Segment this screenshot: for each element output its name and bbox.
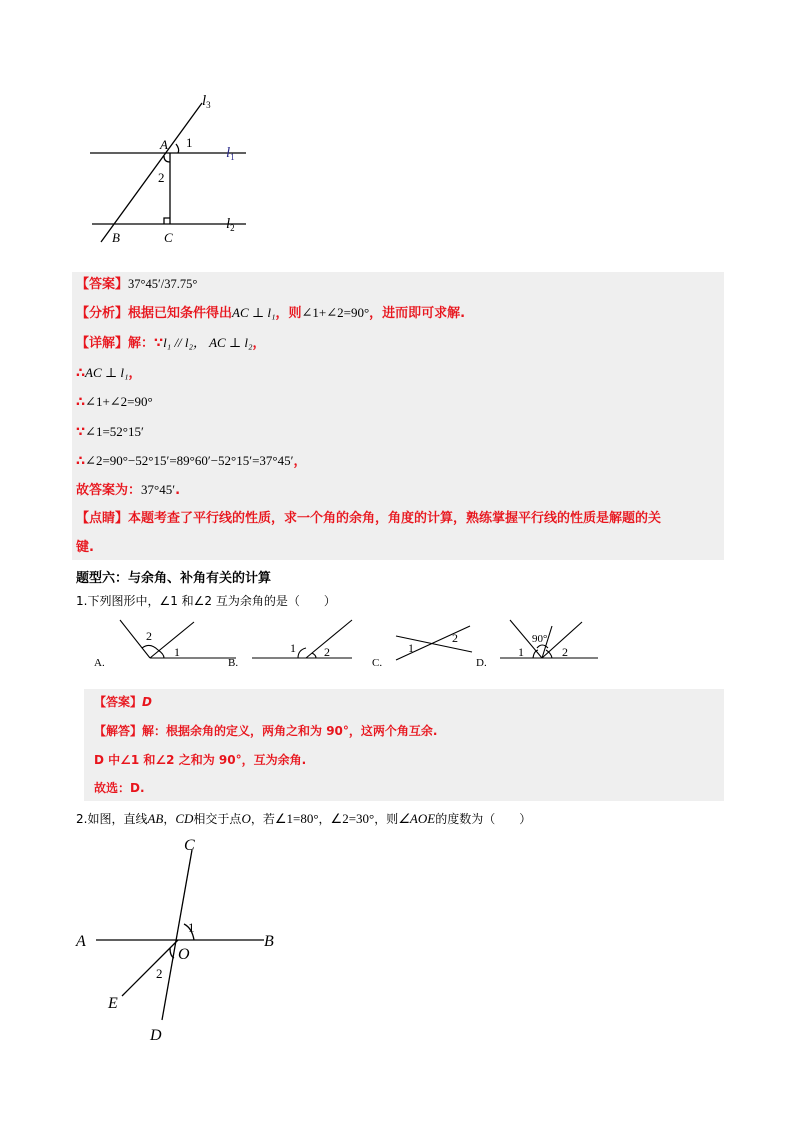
q2-text: ， [163, 812, 176, 826]
l3-label: $l_3$ [202, 93, 211, 110]
optA-angle-2: 2 [146, 629, 152, 643]
optB-angle-2: 2 [324, 645, 330, 659]
answer-tag: 【答案】 [76, 277, 129, 292]
answer-2-value: D [142, 695, 152, 709]
solve-line-2: D 中∠1 和∠2 之和为 90°，互为余角. [94, 753, 307, 767]
q2-math: ∠2=30° [330, 811, 375, 826]
C-label: C [164, 230, 173, 245]
analysis-tag: 【分析】 [76, 306, 129, 321]
l1-label: $l_1$ [226, 145, 235, 162]
option-C[interactable]: C. [372, 657, 383, 669]
q2-text: 相交于点 [193, 812, 242, 826]
step-line [76, 363, 142, 384]
optB-angle-1: 1 [290, 641, 296, 655]
therefore-symbol: ∴ [76, 395, 86, 410]
solve-tag: 【解答】 [94, 724, 143, 738]
parallel-lines-figure [80, 85, 260, 250]
solve-text: 解：根据余角的定义，两角之和为 90°，这两个角互余. [142, 724, 438, 738]
conclusion-math: 37°45′ [141, 482, 176, 497]
answer-2-line [94, 692, 152, 712]
answer-2-tag: 【答案】 [94, 695, 143, 709]
A-label: A [160, 137, 168, 152]
B-label: B [112, 230, 120, 245]
therefore-symbol: ∴ [76, 454, 86, 469]
optD-angle-1: 1 [518, 645, 524, 659]
comment-line-2 [76, 538, 94, 558]
step-line [76, 451, 306, 472]
q2-math: AB [147, 811, 164, 826]
B-point-label: B [264, 933, 274, 950]
optD-angle-2: 2 [562, 645, 568, 659]
q2-math: CD [175, 811, 194, 826]
section-heading: 题型六：与余角、补角有关的计算 [76, 571, 272, 586]
q2-math: ∠AOE [398, 811, 436, 826]
A-point-label: A [76, 933, 86, 950]
analysis-text: ，则 [275, 306, 302, 321]
option-D[interactable]: D. [476, 657, 487, 669]
C-point-label: C [184, 837, 195, 854]
analysis-math: ∠1+∠2=90° [301, 305, 370, 320]
option-figures [90, 612, 610, 676]
step-math: AC ⊥ l₁ [85, 365, 129, 380]
q2-text: 2.如图，直线 [76, 812, 148, 826]
conclusion-line [76, 480, 180, 501]
intersecting-lines-figure [70, 832, 300, 1047]
analysis-math: AC ⊥ l₁ [232, 305, 276, 320]
comment-text: 本题考查了平行线的性质，求一个角的余角，角度的计算，熟练掌握平行线的性质是解题的关 [128, 511, 662, 526]
detail-text: 解：∵ [128, 336, 164, 351]
detail-line [76, 333, 266, 354]
comment-line [76, 509, 661, 529]
because-symbol: ∵ [76, 425, 86, 440]
solve-line [94, 721, 437, 741]
solve-line-3: 故选：D. [94, 781, 145, 795]
step-text: ， [293, 454, 307, 469]
analysis-text: 根据已知条件得出 [128, 306, 233, 321]
optD-90-label: 90° [532, 633, 548, 645]
optC-angle-2: 2 [452, 631, 458, 645]
answer-line [76, 274, 197, 295]
angle1-label: 1 [188, 920, 195, 935]
l2-label: $l_2$ [226, 216, 235, 233]
option-B[interactable]: B. [228, 657, 239, 669]
step-line [76, 392, 153, 413]
q2-text: 的度数为（ ） [435, 812, 532, 826]
q2-math: O [241, 811, 251, 826]
analysis-text: ，进而即可求解. [369, 306, 466, 321]
question-1-stem: 1.下列图形中，∠1 和∠2 互为余角的是（ ） [76, 594, 336, 608]
q2-text: ， [318, 812, 331, 826]
angle2-label: 2 [158, 170, 165, 185]
angle2-label: 2 [156, 966, 163, 981]
question-2-stem [76, 810, 531, 827]
conclusion-text: 故答案为： [76, 483, 142, 498]
step-math: ∠1+∠2=90° [85, 394, 153, 409]
angle1-label: 1 [186, 135, 193, 150]
step-math: ∠1=52°15′ [85, 424, 144, 439]
q2-text: ，则 [374, 812, 399, 826]
detail-text: ， [252, 336, 266, 351]
D-point-label: D [150, 1027, 162, 1044]
option-A[interactable]: A. [94, 657, 105, 669]
optA-angle-1: 1 [174, 645, 180, 659]
step-line [76, 422, 144, 443]
q2-text: ，若 [250, 812, 275, 826]
detail-tag: 【详解】 [76, 336, 129, 351]
therefore-symbol: ∴ [76, 366, 86, 381]
answer-block-2 [84, 689, 724, 801]
step-text: ， [128, 366, 142, 381]
conclusion-text: . [175, 483, 181, 498]
q2-math: ∠1=80° [274, 811, 319, 826]
comment-text: 键. [76, 540, 94, 555]
O-point-label: O [178, 946, 190, 963]
comment-tag: 【点睛】 [76, 511, 129, 526]
optC-angle-1: 1 [408, 641, 414, 655]
analysis-line [76, 303, 465, 324]
answer-value: 37°45′/37.75° [128, 277, 198, 291]
E-point-label: E [108, 995, 118, 1012]
detail-math: l₁ // l₂， AC ⊥ l₂ [163, 335, 253, 350]
step-math: ∠2=90°−52°15′=89°60′−52°15′=37°45′ [85, 453, 294, 468]
